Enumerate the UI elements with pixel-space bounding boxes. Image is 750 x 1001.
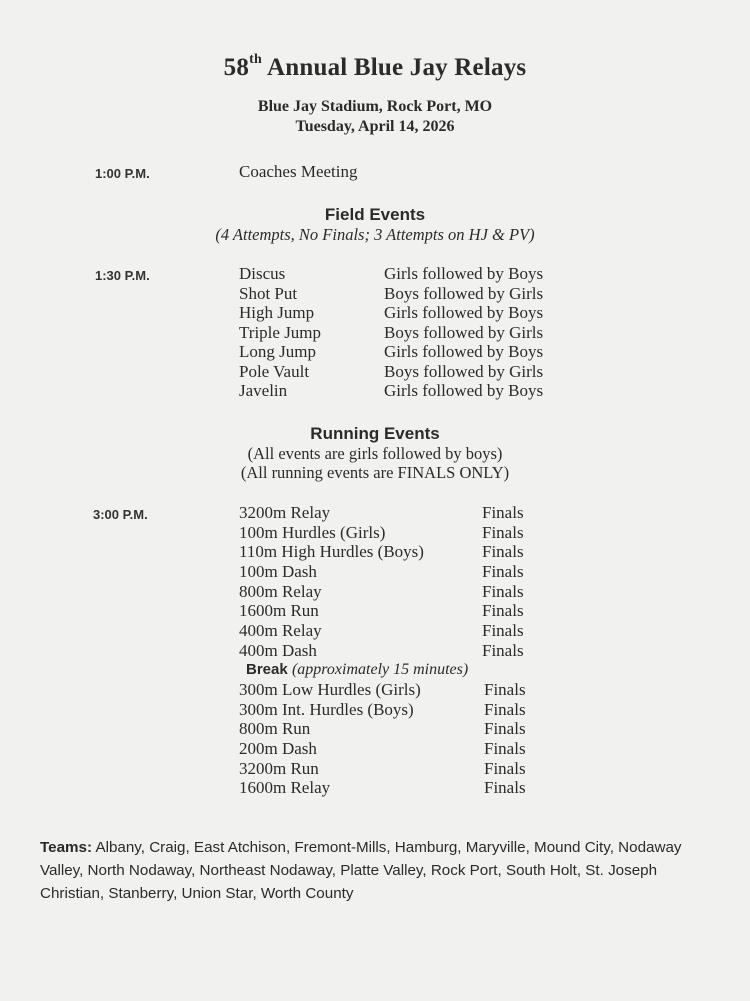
running-events-note-order: (All events are girls followed by boys)	[247, 444, 503, 463]
field-event-order: Girls followed by Boys	[384, 342, 544, 361]
running-event-name: 110m High Hurdles (Boys)	[239, 542, 424, 562]
running-event-name: 3200m Relay	[239, 503, 331, 522]
date-line: Tuesday, April 14, 2026	[295, 118, 455, 135]
field-event-order: Girls followed by Boys	[384, 381, 544, 400]
teams-paragraph	[40, 836, 700, 905]
field-event-orders	[384, 264, 543, 401]
field-event-order: Boys followed by Girls	[384, 283, 544, 303]
running-event-status: Finals	[484, 778, 526, 798]
field-event-name: High Jump	[239, 303, 315, 322]
running-event-status: Finals	[484, 699, 526, 719]
running-event-name: 800m Relay	[239, 581, 322, 601]
coaches-time: 1:00 P.M.	[95, 166, 150, 181]
field-event-name: Javelin	[239, 381, 288, 400]
teams-list: Albany, Craig, East Atchison, Fremont-Mills, Hamburg, Maryville, Mound City, Nodaway Valley, North Nodaway, Northeast Nodaway, Platte Valley, Rock Port, South Holt, St. Joseph Christian, Stanberry, Union Star, Worth County	[40, 839, 682, 902]
venue-line: Blue Jay Stadium, Rock Port, MO	[257, 98, 493, 115]
title-text: Annual Blue Jay Relays	[267, 54, 527, 81]
running-event-status: Finals	[482, 562, 524, 582]
field-event-order: Boys followed by Girls	[384, 361, 544, 381]
running-event-status: Finals	[484, 739, 526, 759]
title-ordinal-suffix: th	[249, 52, 262, 67]
running-event-name: 300m Int. Hurdles (Boys)	[239, 699, 414, 719]
running-events-list-a	[239, 503, 424, 661]
running-events-note-finals: (All running events are FINALS ONLY)	[240, 463, 510, 482]
running-event-status: Finals	[482, 601, 524, 621]
break-row	[246, 659, 468, 680]
running-event-status: Finals	[484, 680, 526, 699]
teams-label: Teams:	[40, 839, 93, 856]
field-event-order: Girls followed by Boys	[384, 264, 544, 283]
running-event-name: 200m Dash	[239, 739, 317, 759]
running-events-time: 3:00 P.M.	[93, 507, 148, 522]
running-event-status: Finals	[482, 581, 524, 601]
field-event-order: Girls followed by Boys	[384, 303, 544, 322]
field-event-name: Discus	[239, 264, 286, 283]
running-event-name: 1600m Relay	[239, 778, 331, 798]
running-event-status: Finals	[482, 522, 524, 542]
running-event-status: Finals	[482, 640, 524, 660]
running-event-name: 100m Hurdles (Girls)	[239, 522, 386, 542]
field-event-names	[239, 264, 321, 401]
field-events-note: (4 Attempts, No Finals; 3 Attempts on HJ & PV)	[215, 225, 535, 244]
running-event-status: Finals	[482, 503, 524, 522]
running-event-name: 400m Dash	[239, 640, 317, 660]
field-event-order: Boys followed by Girls	[384, 322, 544, 342]
running-event-status: Finals	[482, 621, 524, 641]
running-event-name: 100m Dash	[239, 562, 317, 582]
running-events-heading: Running Events	[310, 424, 440, 443]
running-events-status-b	[484, 680, 526, 798]
break-note: (approximately 15 minutes)	[291, 661, 469, 678]
field-event-name: Shot Put	[239, 283, 298, 303]
field-events-heading: Field Events	[324, 205, 426, 224]
field-event-name: Pole Vault	[239, 361, 310, 381]
page-title	[0, 54, 750, 82]
running-event-status: Finals	[484, 719, 526, 739]
running-event-name: 300m Low Hurdles (Girls)	[239, 680, 421, 699]
running-event-name: 3200m Run	[239, 758, 319, 778]
field-events-time: 1:30 P.M.	[95, 268, 150, 283]
running-events-list-b	[239, 680, 421, 798]
running-event-name: 400m Relay	[239, 621, 322, 641]
coaches-meeting-label: Coaches Meeting	[239, 162, 358, 181]
running-events-status-a	[482, 503, 524, 661]
field-event-name: Triple Jump	[239, 322, 322, 342]
break-label: Break	[246, 661, 288, 678]
running-event-name: 1600m Run	[239, 601, 319, 621]
field-event-name: Long Jump	[239, 342, 316, 361]
running-event-name: 800m Run	[239, 719, 311, 739]
title-number: 58	[223, 54, 250, 81]
running-event-status: Finals	[482, 542, 524, 562]
running-event-status: Finals	[484, 758, 526, 778]
